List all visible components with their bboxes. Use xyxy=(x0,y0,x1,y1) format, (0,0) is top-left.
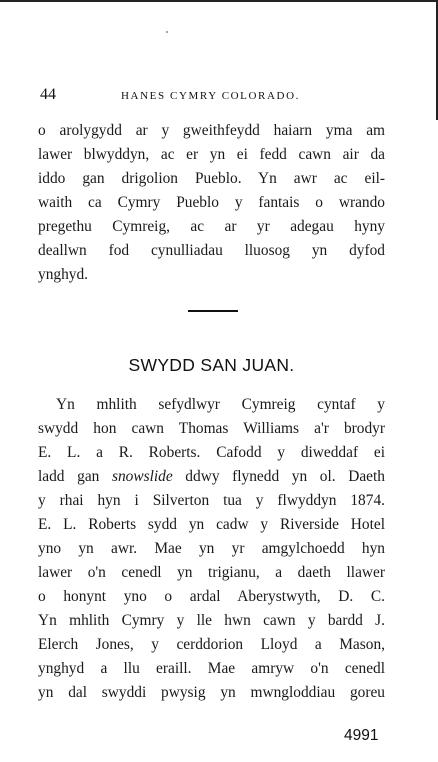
text-line: Elerch Jones, y cerddorion Lloyd a Mason, xyxy=(38,636,385,653)
text-line: o honynt yno o ardal Aberystwyth, D. C. xyxy=(38,588,385,605)
catalog-number: 4991 xyxy=(344,727,379,744)
text-line: swydd hon cawn Thomas Williams a'r brodyr xyxy=(38,420,385,437)
page-number: 44 xyxy=(40,86,56,103)
running-title: HANES CYMRY COLORADO. xyxy=(121,90,300,102)
text-line: E. L. Roberts sydd yn cadw y Riverside Hotel xyxy=(38,516,385,533)
text-line: deallwn fod cynulliadau lluosog yn dyfod xyxy=(38,242,385,259)
text-segment: ladd gan xyxy=(38,468,112,485)
section-heading: SWYDD SAN JUAN. xyxy=(128,355,295,375)
text-line: E. L. a R. Roberts. Cafodd y diweddaf ei xyxy=(38,444,385,461)
paragraph-1 xyxy=(38,119,385,287)
text-line: o arolygydd ar y gweithfeydd haiarn yma am xyxy=(38,122,385,139)
paragraph-2 xyxy=(38,393,385,705)
text-line: yn dal swyddi pwysig yn mwngloddiau goreu xyxy=(38,684,385,701)
text-line: waith ca Cymry Pueblo y fantais o wrando xyxy=(38,194,385,211)
text-line: y rhai hyn i Silverton tua y flwyddyn 1874. xyxy=(38,492,385,509)
text-line: pregethu Cymreig, ac ar yr adegau hyny xyxy=(38,218,385,235)
text-line: lawer blwyddyn, ac er yn ei fedd cawn air da xyxy=(38,146,385,163)
text-line xyxy=(38,465,385,489)
text-line: Yn mhlith sefydlwyr Cymreig cyntaf y xyxy=(56,396,385,413)
section-divider xyxy=(188,310,238,312)
italic-term: snowslide xyxy=(111,468,173,485)
text-line: ynghyd. xyxy=(38,266,89,283)
text-line: ynghyd a llu eraill. Mae amryw o'n cenedl xyxy=(38,660,385,677)
text-line: iddo gan drigolion Pueblo. Yn awr ac eil- xyxy=(38,170,385,187)
text-line: lawer o'n cenedl yn trigianu, a daeth llawer xyxy=(38,564,385,581)
text-line: yno yn awr. Mae yn yr amgylchoedd hyn xyxy=(38,540,385,557)
text-segment: ddwy flynedd yn ol. Daeth xyxy=(172,468,385,485)
scan-top-border xyxy=(0,0,438,2)
text-line: Yn mhlith Cymry y lle hwn cawn y bardd J. xyxy=(38,612,385,629)
scan-speck xyxy=(166,31,168,33)
page-header xyxy=(37,86,383,108)
